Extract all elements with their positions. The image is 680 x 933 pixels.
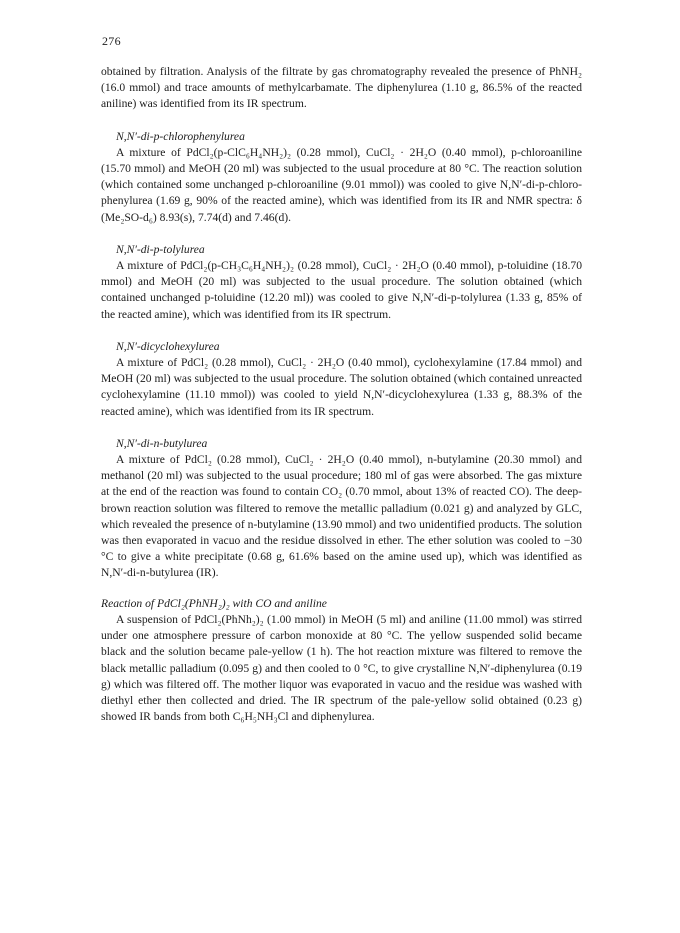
section-heading: N,N′-di-p-tolylurea — [116, 242, 205, 256]
section-dicyclohexylurea — [101, 339, 582, 420]
section-heading: N,N′-di-n-butylurea — [116, 436, 208, 450]
section-body: A mixture of PdCl₂ (0.28 mmol), CuCl₂ · 2H₂O (0.40 mmol), n-butylamine (20.30 mmol) and methanol (20 ml) was subjected to the usual procedure; 180 ml of gas were absorbed. The gas mixture at the end of the reaction was found to contain CO₂ (0.70 mmol, about 13% of reacted CO). The deep-brown reaction solution was filtered to remove the metallic palladium (0.021 g) and analyzed by GLC, which revealed the presence of n-butylamine (13.90 mmol) and two unidentified products. The solution was then evaporated in vacuo and the residue dissolved in ether. The ether solution was cooled to −30 °C to give a white precipitate (0.68 g, 61.6% based on the amine used up), which was identified as N,N′-di-n-butylurea (IR). — [101, 453, 582, 580]
section-reaction-co-aniline — [101, 596, 582, 726]
section-chlorophenylurea — [101, 129, 582, 226]
section-butylurea — [101, 436, 582, 582]
section-heading: Reaction of PdCl₂(PhNH₂)₂ with CO and aniline — [101, 596, 327, 610]
section-body: A mixture of PdCl₂(p-ClC₆H₄NH₂)₂ (0.28 mmol), CuCl₂ · 2H₂O (0.40 mmol), p-chloroaniline (15.70 mmol) and MeOH (20 ml) was subjected to the usual procedure at 80 °C. The reaction solution (which contained some unchanged p-chloroaniline (9.01 mmol)) was cooled to give N,N′-di-p-chloro-phenylurea (1.69 g, 90% of the reacted amine), which was identified from its IR and NMR spectra: δ (Me₂SO-d₆) 8.93(s), 7.74(d) and 7.46(d). — [101, 145, 582, 224]
section-heading: N,N′-dicyclohexylurea — [116, 339, 220, 353]
section-heading: N,N′-di-p-chlorophenylurea — [116, 129, 245, 143]
article-body — [101, 64, 582, 725]
section-body: A mixture of PdCl₂(p-CH₃C₆H₄NH₂)₂ (0.28 mmol), CuCl₂ · 2H₂O (0.40 mmol), p-toluidine (18.70 mmol) and MeOH (20 ml) was subjected to the usual procedure. The solution obtained (which contained unchanged p-toluidine (12.20 ml)) was cooled to give N,N′-di-p-tolylurea (1.33 g, 85% of the reacted amine), which was identified from its IR spectrum. — [101, 259, 582, 321]
page-number: 276 — [102, 34, 121, 48]
section-tolylurea — [101, 242, 582, 323]
intro-paragraph: obtained by filtration. Analysis of the filtrate by gas chromatography revealed the presence of PhNH₂ (16.0 mmol) and trace amounts of methylcarbamate. The diphenylurea (1.10 g, 86.5% of the reacted aniline) was identified from its IR spectrum. — [101, 65, 582, 111]
section-body: A mixture of PdCl₂ (0.28 mmol), CuCl₂ · 2H₂O (0.40 mmol), cyclohexylamine (17.84 mmol) and MeOH (20 ml) was subjected to the usual procedure. The solution obtained (which contained unreacted cyclohexylamine (11.10 mmol)) was cooled to yield N,N′-dicyclohexylurea (1.33 g, 88.3% of the reacted amine), which was identified from its IR spectrum. — [101, 356, 582, 418]
section-body: A suspension of PdCl₂(PhNh₂)₂ (1.00 mmol) in MeOH (5 ml) and aniline (11.00 mmol) was stirred under one atmosphere pressure of carbon monoxide at 80 °C. The yellow suspended solid became black and the solution became pale-yellow (1 h). The hot reaction mixture was filtered to remove the black metallic palladium (0.095 g) and then cooled to 0 °C, to give crystalline N,N′-diphenylurea (0.19 g) which was filtered off. The mother liquor was evaporated in vacuo and the residue was washed with diethyl ether then collected and dried. The IR spectrum of the pale-yellow solid obtained (0.23 g) showed IR bands from both C₆H₅NH₃Cl and diphenylurea. — [101, 612, 582, 724]
